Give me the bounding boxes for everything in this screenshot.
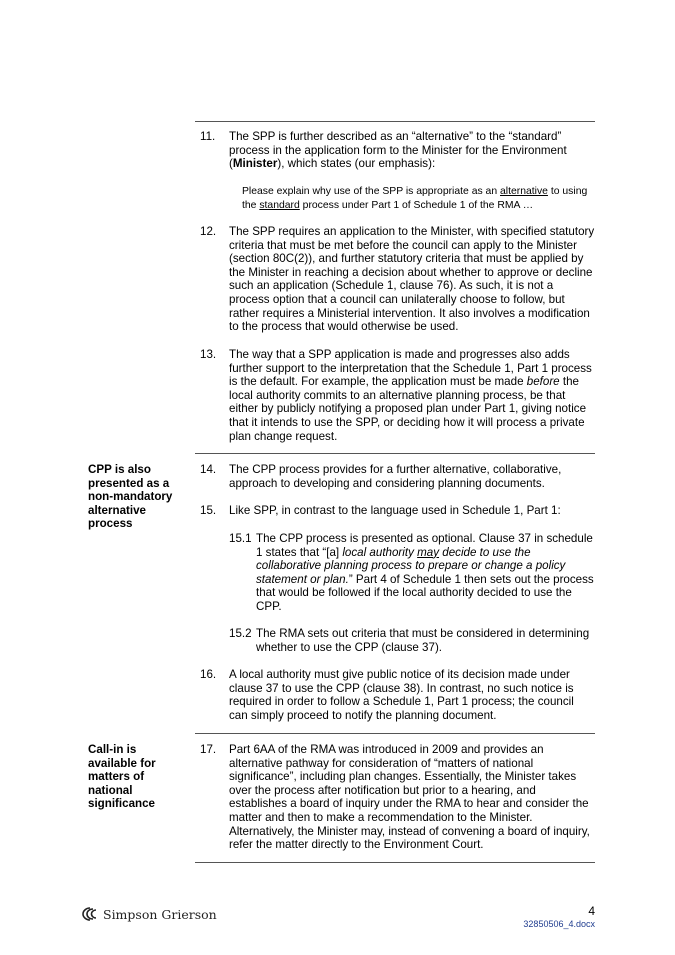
paragraph-number: 15.2 — [229, 627, 252, 640]
paragraph-14 — [200, 463, 595, 490]
paragraph-12 — [200, 225, 595, 334]
paragraph-text: The SPP is further described as an “alternative” to the “standard” process in the application form to the Minister for the Environment (Minister), which states (our emphasis): — [229, 130, 567, 171]
paragraph-15-2 — [229, 627, 595, 654]
paragraph-11 — [200, 130, 595, 171]
block-quote: Please explain why use of the SPP is appropriate as an alternative to using the standard process under Part 1 of Schedule 1 of the RMA … — [242, 186, 588, 211]
section-rule-bottom — [195, 862, 595, 863]
paragraph-text: The CPP process is presented as optional. Clause 37 in schedule 1 states that “[a] local authority may decide to use the collaborative planning process to prepare or change a policy statement or plan.” Part 4 of Schedule 1 then sets out the process that would be followed if the local authority decided to use the CPP. — [256, 532, 594, 613]
paragraph-15 — [200, 504, 595, 518]
paragraph-text: The CPP process provides for a further alternative, collaborative, approach to developing and considering planning documents. — [229, 463, 562, 490]
section-rule — [195, 733, 595, 734]
paragraph-number: 17. — [200, 743, 217, 756]
paragraph-text: The way that a SPP application is made and progresses also adds further support to the interpretation that the Schedule 1, Part 1 process is the default. For example, the application must be made before the local authority commits to an alternative planning process, be that either by publicly notifying a proposed plan under Part 1, giving notice that it intends to use the SPP, or deciding how it will process a private plan change request. — [229, 348, 592, 443]
paragraph-number: 12. — [200, 225, 217, 238]
paragraph-number: 15. — [200, 504, 217, 517]
paragraph-13 — [200, 348, 595, 443]
paragraph-17 — [200, 743, 595, 852]
paragraph-number: 15.1 — [229, 532, 252, 545]
section-rule — [195, 453, 595, 454]
paragraph-text: The SPP requires an application to the Minister, with specified statutory criteria that must be met before the council can apply to the Minister (section 80C(2)), and further statutory criteria that must be applied by the Minister in reaching a decision about whether to approve or decline such an application (Schedule 1, clause 76). As such, it is not a process option that a council can unilaterally choose to follow, but rather requires a Ministerial intervention. It also involves a modification to the process that would otherwise be used. — [229, 225, 595, 334]
logo-text: Simpson Grierson — [103, 906, 217, 922]
paragraph-text: The RMA sets out criteria that must be considered in determining whether to use the CPP (clause 37). — [256, 627, 590, 654]
footer-logo — [81, 905, 217, 923]
paragraph-16 — [200, 668, 595, 722]
paragraph-text: A local authority must give public notice of its decision made under clause 37 to use the CPP (clause 38). In contrast, no such notice is required in order to follow a Schedule 1, Part 1 process; the council can simply proceed to notify the planning document. — [229, 668, 574, 722]
paragraph-number: 11. — [200, 130, 216, 143]
paragraph-number: 13. — [200, 348, 217, 361]
paragraph-text: Like SPP, in contrast to the language used in Schedule 1, Part 1: — [229, 504, 561, 517]
section-rule-top — [195, 121, 595, 122]
paragraph-number: 16. — [200, 668, 217, 681]
simpson-grierson-logo-icon — [81, 906, 99, 922]
paragraph-number: 14. — [200, 463, 217, 476]
paragraph-text: Part 6AA of the RMA was introduced in 2009 and provides an alternative pathway for consideration of “matters of national significance”, including plan changes. Essentially, the Minister takes over the process after notification but prior to a hearing, and establishes a board of inquiry under the RMA to hear and consider the matter and then to make a recommendation to the Minister. Alternatively, the Minister may, instead of convening a board of inquiry, refer the matter directly to the Environment Court. — [229, 743, 590, 852]
side-heading-call-in: Call-in is available for matters of national significance — [88, 743, 156, 811]
page-number: 4 — [588, 904, 595, 918]
document-reference: 32850506_4.docx — [523, 919, 595, 929]
side-heading-cpp: CPP is also presented as a non-mandatory alternative process — [88, 463, 173, 531]
paragraph-15-1 — [229, 532, 595, 614]
